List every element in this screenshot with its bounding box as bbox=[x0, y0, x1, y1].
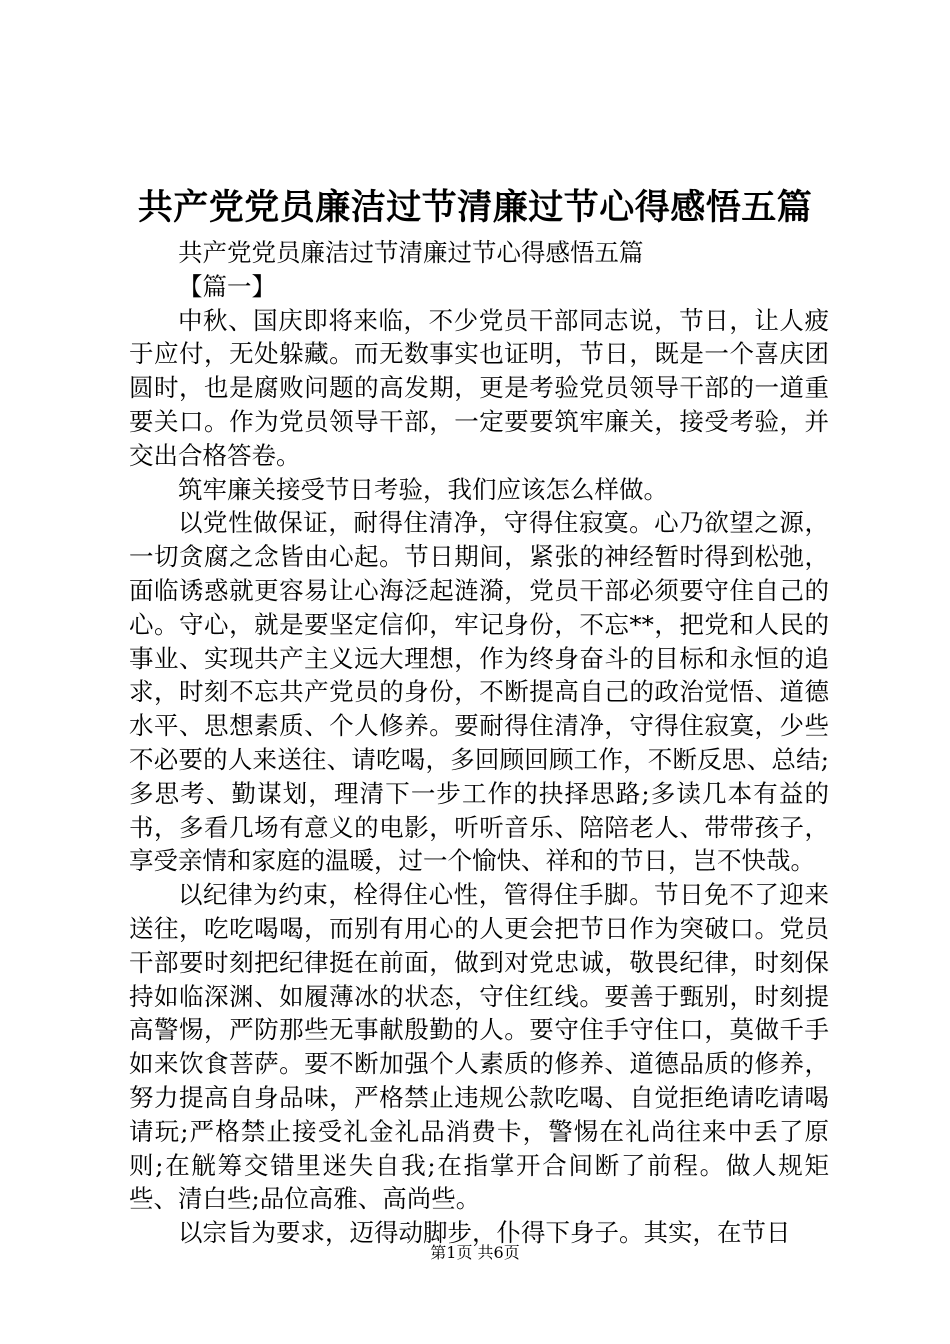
paragraph: 筑牢廉关接受节日考验，我们应该怎么样做。 bbox=[178, 474, 668, 504]
document-subtitle: 共产党党员廉洁过节清廉过节心得感悟五篇 bbox=[178, 238, 644, 267]
section-heading: 【篇一】 bbox=[178, 271, 276, 301]
document-title: 共产党党员廉洁过节清廉过节心得感悟五篇 bbox=[137, 187, 813, 228]
paragraph: 以纪律为约束，栓得住心性，管得住手脚。节日免不了迎来送往，吃吃喝喝，而别有用心的人更会把节日作为突破口。党员干部要时刻把纪律挺在前面，做到对党忠诚，敬畏纪律，时刻保持如临深渊、如履薄冰的状态，守住红线。要善于甄别，时刻提高警惕，严防那些无事献殷勤的人。要守住手守住口，莫做千手如来饮食菩萨。要不断加强个人素质的修养、道德品质的修养，努力提高自身品味，严格禁止违规公款吃喝、自觉拒绝请吃请喝请玩;严格禁止接受礼金礼品消费卡，警惕在礼尚往来中丢了原则;在觥筹交错里迷失自我;在指掌开合间断了前程。做人规矩些、清白些;品位高雅、高尚些。 bbox=[129, 880, 829, 1214]
paragraph: 以宗旨为要求，迈得动脚步，仆得下身子。其实，在节日 bbox=[178, 1218, 791, 1248]
paragraph: 以党性做保证，耐得住清净，守得住寂寞。心乃欲望之源，一切贪腐之念皆由心起。节日期间，紧张的神经暂时得到松弛，面临诱惑就更容易让心海泛起涟漪，党员干部必须要守住自己的心。守心，就是要坚定信仰，牢记身份，不忘**，把党和人民的事业、实现共产主义远大理想，作为终身奋斗的目标和永恒的追求，时刻不忘共产党员的身份，不断提高自己的政治觉悟、道德水平、思想素质、个人修养。要耐得住清净，守得住寂寞，少些不必要的人来送往、请吃喝，多回顾回顾工作，不断反思、总结;多思考、勤谋划，理清下一步工作的抉择思路;多读几本有益的书，多看几场有意义的电影，听听音乐、陪陪老人、带带孩子，享受亲情和家庭的温暖，过一个愉快、祥和的节日，岂不快哉。 bbox=[129, 508, 829, 876]
document-body bbox=[129, 236, 829, 1250]
page-footer: 第1页 共6页 bbox=[430, 1243, 520, 1262]
paragraph: 中秋、国庆即将来临，不少党员干部同志说，节日，让人疲于应付，无处躲藏。而无数事实也证明，节日，既是一个喜庆团圆时，也是腐败问题的高发期，更是考验党员领导干部的一道重要关口。作为党员领导干部，一定要要筑牢廉关，接受考验，并交出合格答卷。 bbox=[129, 305, 829, 470]
